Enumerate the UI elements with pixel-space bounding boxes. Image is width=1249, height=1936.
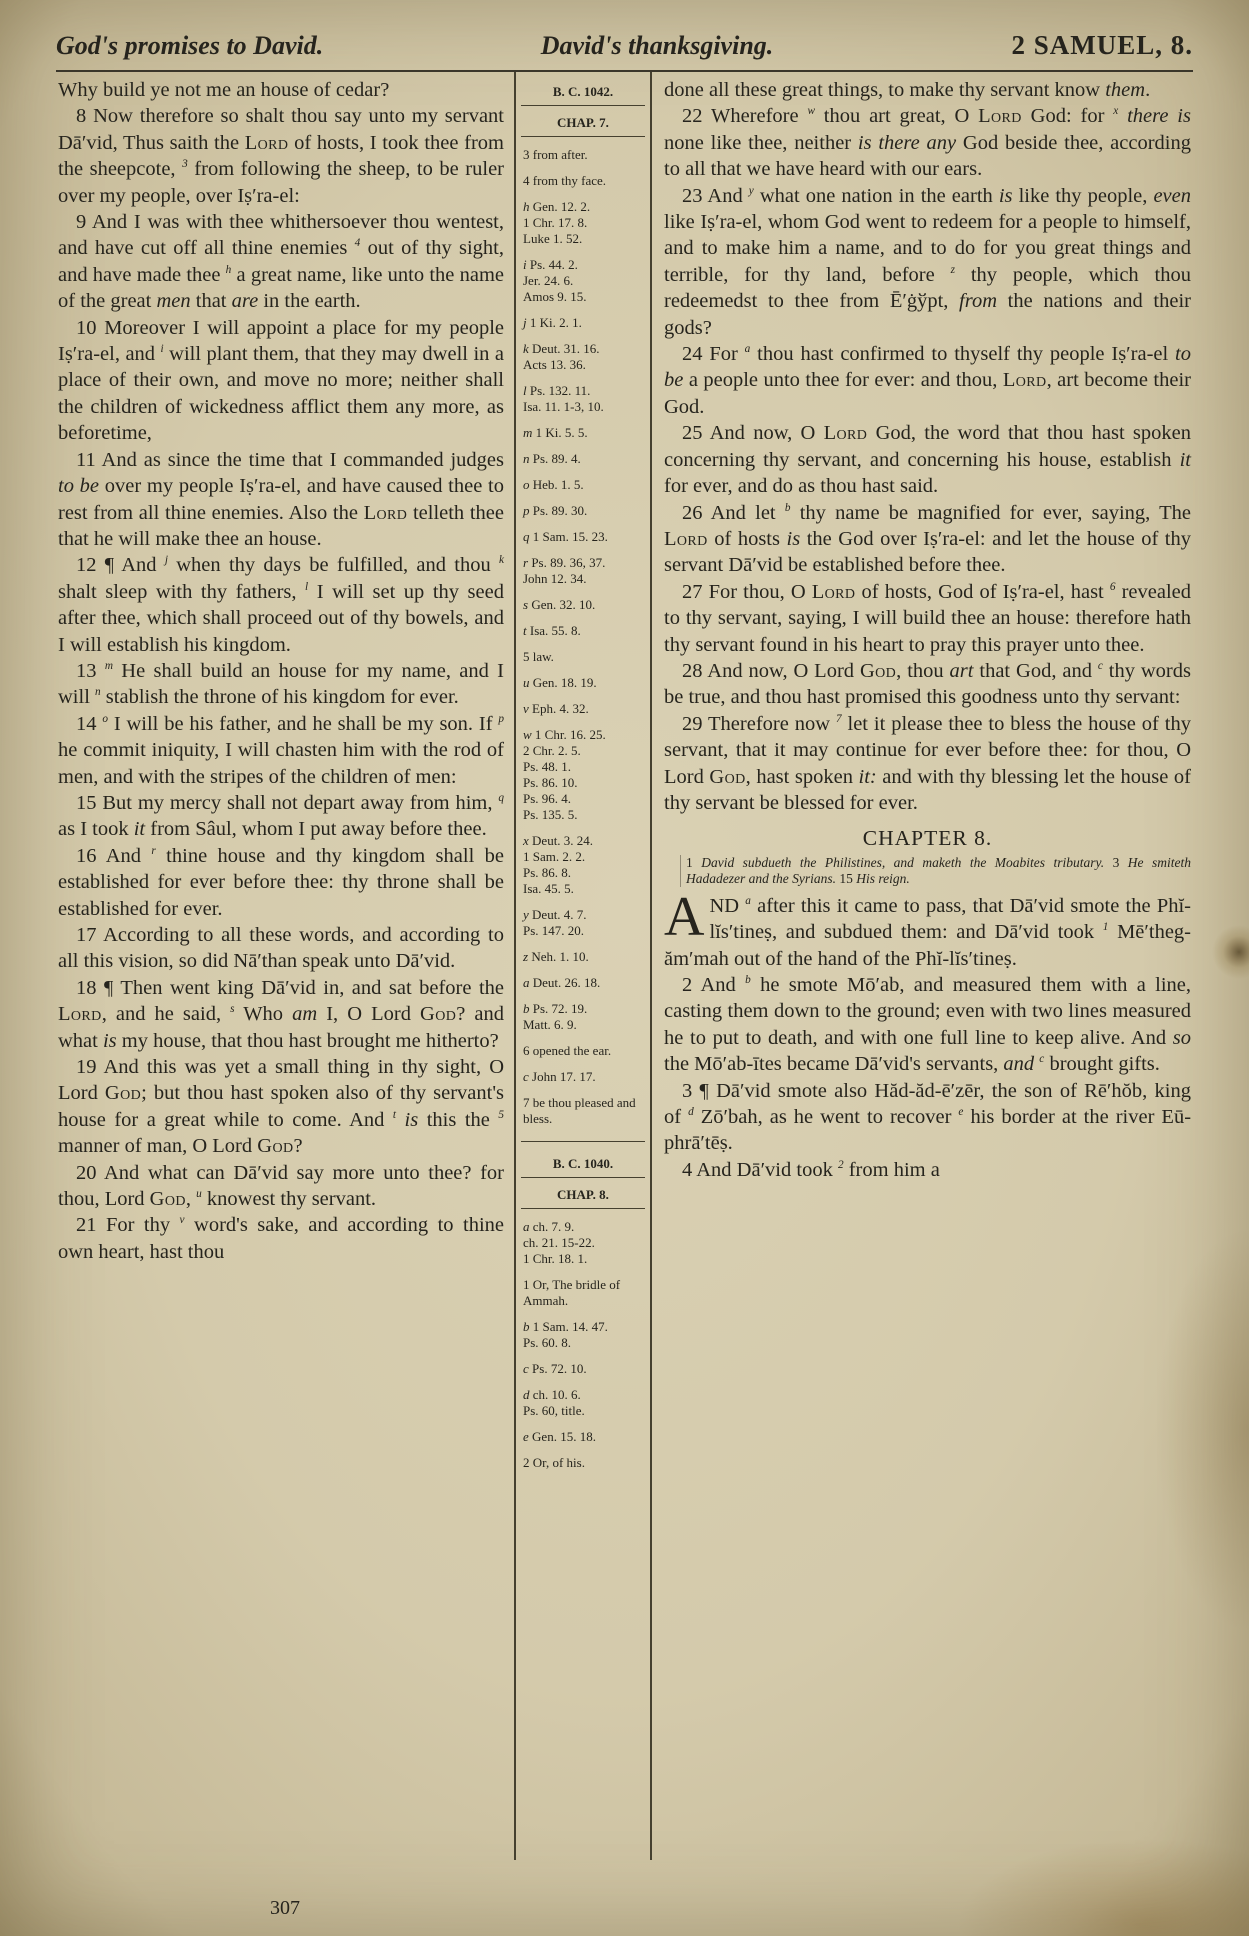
cross-reference: b 1 Sam. 14. 47. Ps. 60. 8. xyxy=(523,1319,608,1350)
cross-reference: v Eph. 4. 32. xyxy=(523,701,589,716)
ref-mark: l xyxy=(305,580,309,593)
verse-paragraph: AND $^a$ after this it came to pass, that Dā′vid smote the Phĭ-lĭs′tineṣ, and subdued them: and Dā′vid took $^1$ Mē′theg-ăm′mah out of the hand of the Phĭ-lĭs′tineṣ. xyxy=(664,885,1191,970)
cross-reference: p Ps. 89. 30. xyxy=(523,503,588,518)
ref-mark: d xyxy=(688,1106,694,1119)
ref-mark: i xyxy=(160,343,164,356)
cross-reference: x Deut. 3. 24. 1 Sam. 2. 2. Ps. 86. 8. Isa. 45. 5. xyxy=(523,833,594,896)
bc-date: B. C. 1040. xyxy=(521,1156,645,1178)
verse-paragraph: 2 And $^b$ he smote Mō′ab, and measured them with a line, casting them down to the ground; even with two lines measured he to put to death, and with one full line to keep alive. And so the Mō′ab-ītes became Dā′vid's servants, and $^c$ brought gifts. xyxy=(664,974,1191,1076)
drop-cap: A xyxy=(664,885,705,948)
cross-reference: w 1 Chr. 16. 25. 2 Chr. 2. 5. Ps. 48. 1. Ps. 86. 10. Ps. 96. 4. Ps. 135. 5. xyxy=(523,727,606,822)
cross-reference: n Ps. 89. 4. xyxy=(523,451,581,466)
ref-mark: q xyxy=(498,792,504,805)
verse-paragraph: 17 According to all these words, and according to all this vision, so did Nā′than speak unto Dā′vid. xyxy=(58,924,504,973)
verse-paragraph: 29 Therefore now $^7$ let it please thee to bless the house of thy servant, that it may continue for ever before thee: for thou, O Lord God, hast spoken it: and with thy blessing let the house of thy servant be blessed for ever. xyxy=(664,712,1191,814)
verse-paragraph: 16 And $^r$ thine house and thy kingdom shall be established for ever before thee: thy throne shall be established for ever. xyxy=(58,844,504,920)
cross-reference: c John 17. 17. xyxy=(523,1069,596,1084)
verse-paragraph: 20 And what can Dā′vid say more unto thee? for thou, Lord God, $^u$ knowest thy servant. xyxy=(58,1161,504,1211)
verse-paragraph: 15 But my mercy shall not depart away from him, $^q$ as I took it from Sâul, whom I put away before thee. xyxy=(58,791,504,841)
cross-reference: b Ps. 72. 19. Matt. 6. 9. xyxy=(523,1001,588,1032)
ref-mark: y xyxy=(748,184,754,197)
ref-mark: 2 xyxy=(837,1159,844,1172)
ref-mark: w xyxy=(807,105,815,118)
ref-mark: b xyxy=(784,501,791,514)
ref-mark: c xyxy=(1039,1053,1045,1066)
ref-mark: m xyxy=(104,660,113,673)
right-text-column xyxy=(652,72,1193,1860)
cross-reference: k Deut. 31. 16. Acts 13. 36. xyxy=(523,341,600,372)
section-divider xyxy=(521,1141,645,1142)
ref-mark: b xyxy=(745,974,751,987)
ref-mark: e xyxy=(958,1106,964,1119)
running-head-left: God's promises to David. xyxy=(56,31,324,60)
verse-paragraph: 9 And I was with thee whithersoever thou wentest, and have cut off all thine enemies $^4$ out of thy sight, and have made thee $^h$ a great name, like unto the name of the great men that are in the earth. xyxy=(58,211,504,313)
page-number: 307 xyxy=(270,1897,300,1919)
ref-mark: v xyxy=(179,1214,185,1227)
verse-paragraph: 13 $^m$ He shall build an house for my name, and I will $^n$ stablish the throne of his kingdom for ever. xyxy=(58,659,505,709)
cross-reference: q 1 Sam. 15. 23. xyxy=(523,529,608,544)
ref-mark: o xyxy=(102,712,108,725)
ref-mark: r xyxy=(151,844,156,857)
verse-paragraph: 25 And now, O Lord God, the word that thou hast spoken concerning thy servant, and concerning his house, establish it for ever, and do as thou hast said. xyxy=(664,422,1192,498)
cross-reference: o Heb. 1. 5. xyxy=(523,477,584,492)
ref-mark: p xyxy=(498,712,505,725)
cross-reference: l Ps. 132. 11. Isa. 11. 1-3, 10. xyxy=(523,383,604,414)
verse-paragraph: 14 $^o$ I will be his father, and he shall be my son. If $^p$ he commit iniquity, I will chasten him with the rod of men, and with the stripes of the children of men: xyxy=(58,712,505,788)
verse-paragraph: 4 And Dā′vid took $^2$ from him a xyxy=(682,1158,940,1181)
cross-reference: d ch. 10. 6. Ps. 60, title. xyxy=(523,1387,585,1418)
verse-paragraph: 23 And $^y$ what one nation in the earth is like thy people, even like Iṣ′ra-el, whom God went to redeem for a people to himself, and to make him a name, and to do for you great things and terrible, for thy land, before $^z$ thy people, which thou redeemedst to thee from Ē′ġўpt, from the nations and their gods? xyxy=(664,184,1191,339)
cross-reference: j 1 Ki. 2. 1. xyxy=(523,315,582,330)
ref-mark: a xyxy=(744,343,751,356)
verse-paragraph: Why build ye not me an house of cedar? xyxy=(58,79,390,101)
ref-mark: a xyxy=(745,894,751,907)
cross-reference: t Isa. 55. 8. xyxy=(523,623,581,638)
cross-reference: 6 opened the ear. xyxy=(523,1043,612,1058)
cross-reference: 1 Or, The bridle of Ammah. xyxy=(523,1277,621,1308)
cross-reference: e Gen. 15. 18. xyxy=(523,1429,596,1444)
cross-reference: 2 Or, of his. xyxy=(523,1455,585,1470)
ref-mark: 7 xyxy=(835,712,842,725)
verse-paragraph: 26 And let $^b$ thy name be magnified for ever, saying, The Lord of hosts is the God over Iṣ′ra-el: and let the house of thy servant Dā′vid be established before thee. xyxy=(664,501,1191,577)
verse-paragraph: 27 For thou, O Lord of hosts, God of Iṣ′ra-el, hast $^6$ revealed to thy servant, saying, I will build thee an house: therefore hath thy servant found in his heart to pray this prayer unto thee. xyxy=(664,580,1191,656)
ref-mark: s xyxy=(230,1003,235,1016)
reference-column xyxy=(514,72,652,1860)
verse-paragraph: 12 ¶ And $^j$ when thy days be fulfilled, and thou $^k$ shalt sleep with thy fathers, $^l$ I will set up thy seed after thee, which shall proceed out of thy bowels, and I will establish his kingdom. xyxy=(58,554,504,656)
cross-reference: s Gen. 32. 10. xyxy=(523,597,596,612)
verse-paragraph: 11 And as since the time that I commanded judges to be over my people Iṣ′ra-el, and have caused thee to rest from all thine enemies. Also the Lord telleth thee that he will make thee an house. xyxy=(58,448,505,550)
cross-reference: 7 be thou pleased and bless. xyxy=(523,1095,636,1126)
cross-reference: h Gen. 12. 2. 1 Chr. 17. 8. Luke 1. 52. xyxy=(523,199,591,246)
cross-reference: 5 law. xyxy=(523,649,554,664)
ref-mark: h xyxy=(225,264,232,277)
running-head-right: 2 SAMUEL, 8. xyxy=(1011,30,1193,60)
verse-paragraph: 19 And this was yet a small thing in thy sight, O Lord God; but thou hast spoken also of thy servant's house for a great while to come. And $^t$ is this the $^5$ manner of man, O Lord God? xyxy=(58,1056,505,1158)
cross-reference: a Deut. 26. 18. xyxy=(523,975,601,990)
verse-paragraph: 8 Now therefore so shalt thou say unto my servant Dā′vid, Thus saith the Lord of hosts, I took thee from the sheepcote, $^3$ from following the sheep, to be ruler over my people, over Iṣ′ra-el: xyxy=(58,105,504,207)
ref-mark: 5 xyxy=(498,1109,505,1122)
running-header xyxy=(56,30,1193,72)
ref-mark: 3 xyxy=(182,158,188,171)
text-block xyxy=(56,72,1193,1860)
verse-paragraph: 28 And now, O Lord God, thou art that God, and $^c$ thy words be true, and thou hast promised this goodness unto thy servant: xyxy=(664,659,1191,709)
ref-mark: u xyxy=(196,1188,202,1201)
ref-mark: j xyxy=(164,554,168,567)
cross-reference: m 1 Ki. 5. 5. xyxy=(523,425,588,440)
cross-reference: u Gen. 18. 19. xyxy=(523,675,597,690)
verse-paragraph: 22 Wherefore $^w$ thou art great, O Lord God: for $^x$ there is none like thee, neither is there any God beside thee, according to all that we have heard with our ears. xyxy=(664,105,1191,181)
ref-mark: n xyxy=(95,686,101,699)
running-head-center: David's thanksgiving. xyxy=(540,31,774,60)
cross-reference: y Deut. 4. 7. Ps. 147. 20. xyxy=(523,907,587,938)
cross-reference: i Ps. 44. 2. Jer. 24. 6. Amos 9. 15. xyxy=(523,257,587,304)
ref-mark: t xyxy=(392,1109,397,1122)
verse-paragraph: 10 Moreover I will appoint a place for my people Iṣ′ra-el, and $^i$ will plant them, that they may dwell in a place of their own, and move no more; neither shall the children of wickedness afflict them any more, as beforetime, xyxy=(58,316,504,445)
bc-date: B. C. 1042. xyxy=(521,84,645,106)
cross-reference: a ch. 7. 9. ch. 21. 15-22. 1 Chr. 18. 1. xyxy=(523,1219,595,1266)
cross-reference: 3 from after. xyxy=(523,147,588,162)
ref-mark: x xyxy=(1113,105,1119,118)
ref-mark: 6 xyxy=(1109,580,1116,593)
chapter-label: CHAP. 8. xyxy=(521,1187,645,1209)
cross-reference: r Ps. 89. 36, 37. John 12. 34. xyxy=(523,555,606,586)
ref-mark: 4 xyxy=(354,237,361,250)
ref-mark: 1 xyxy=(1102,921,1109,934)
ref-mark: z xyxy=(950,264,955,277)
cross-reference: 4 from thy face. xyxy=(523,173,607,188)
verse-paragraph: done all these great things, to make thy servant know them. xyxy=(664,79,1151,101)
ref-mark: c xyxy=(1097,660,1103,673)
verse-paragraph: 18 ¶ Then went king Dā′vid in, and sat before the Lord, and he said, $^s$ Who am I, O Lord God? and what is my house, that thou hast brought me hitherto? xyxy=(58,976,504,1052)
chapter-label: CHAP. 7. xyxy=(521,115,645,137)
verse-paragraph: 24 For $^a$ thou hast confirmed to thyself thy people Iṣ′ra-el to be a people unto thee for ever: and thou, Lord, art become their God. xyxy=(664,343,1191,418)
left-text-column xyxy=(56,72,514,1860)
chapter-summary: 1 David subdueth the Philistines, and maketh the Moabites tributary. 3 He smiteth Hadadezer and the Syrians. 15 His reign. xyxy=(680,855,1191,887)
cross-reference: z Neh. 1. 10. xyxy=(523,949,589,964)
verse-paragraph: 21 For thy $^v$ word's sake, and according to thine own heart, hast thou xyxy=(58,1214,504,1263)
verse-paragraph: 3 ¶ Dā′vid smote also Hăd-ăd-ē′zēr, the son of Rē′hŏb, king of $^d$ Zō′bah, as he went to recover $^e$ his border at the river Eū-phrā′tēṣ. xyxy=(664,1079,1192,1155)
ref-mark: k xyxy=(498,554,504,567)
cross-reference: c Ps. 72. 10. xyxy=(523,1361,587,1376)
chapter-heading: CHAPTER 8. xyxy=(862,826,993,851)
